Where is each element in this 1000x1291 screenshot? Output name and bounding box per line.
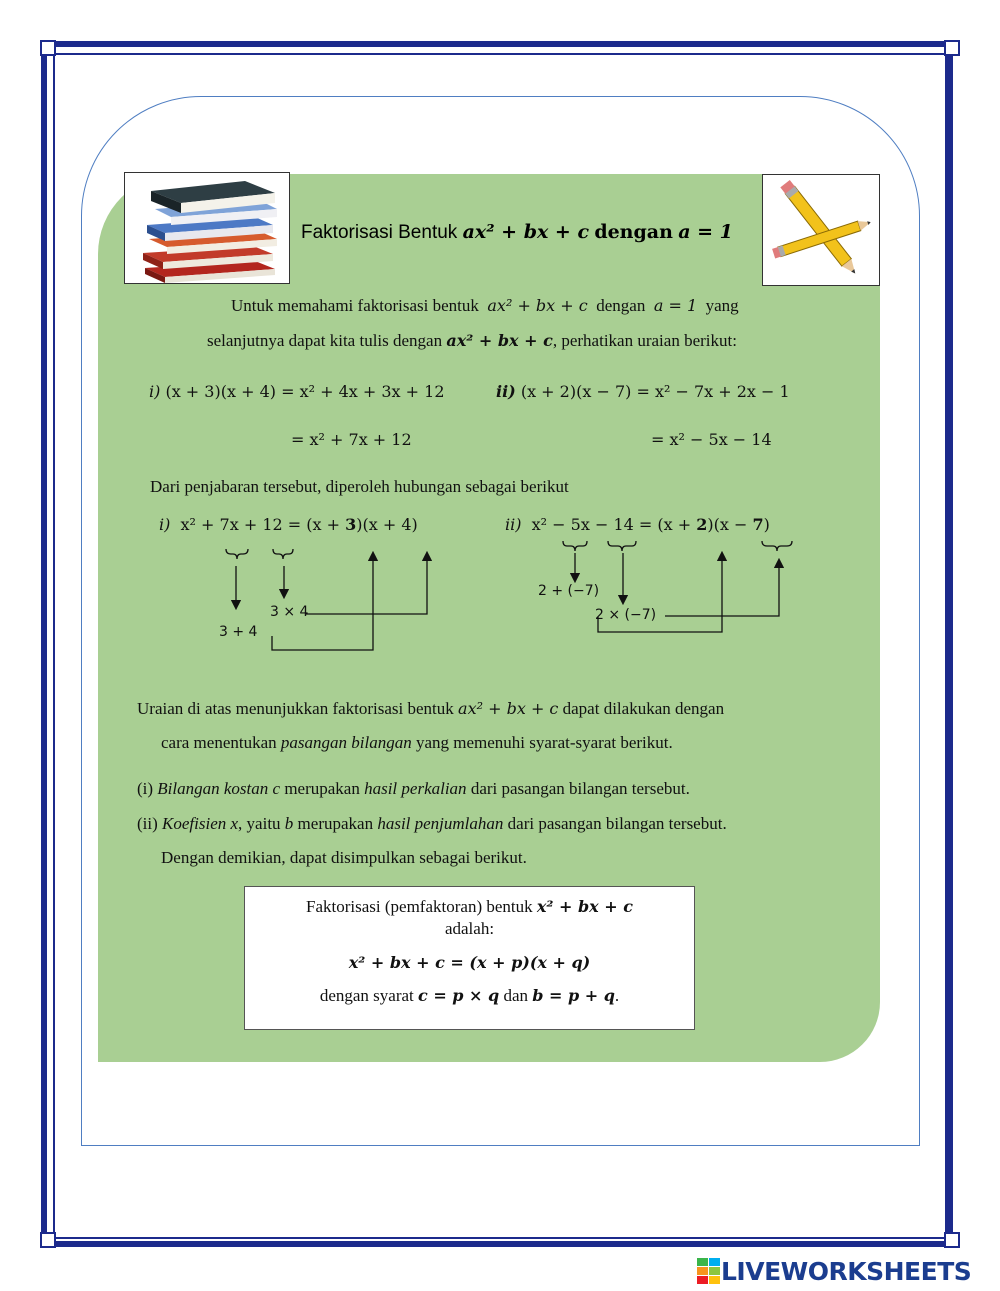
- result-formula: x² + bx + c = (x + p)(x + q): [348, 953, 591, 972]
- page-title: Faktorisasi Bentuk ax² + bx + c dengan a = 1: [301, 221, 733, 243]
- expansion-ii-line-2: = x² − 5x − 14: [651, 430, 772, 449]
- frame-corner-bottom-left: [40, 1232, 56, 1248]
- relation-ii-expr: ii) x² − 5x − 14 = (x + 2)(x − 7): [505, 515, 770, 534]
- result-box: [244, 886, 695, 1030]
- logo-blocks-icon: [697, 1258, 721, 1284]
- relation-i-expr: i) x² + 7x + 12 = (x + 3)(x + 4): [159, 515, 418, 534]
- logo-text: LIVEWORKSHEETS: [721, 1256, 972, 1286]
- relation-heading: Dari penjabaran tersebut, diperoleh hubungan sebagai berikut: [150, 477, 569, 496]
- intro-line-2: selanjutnya dapat kita tulis dengan ax² + bx + c, perhatikan uraian berikut:: [207, 331, 737, 350]
- condition-2: (ii) Koefisien x, yaitu b merupakan hasil penjumlahan dari pasangan bilangan tersebut.: [137, 814, 727, 833]
- relation-ii-product: 2 × (−7): [595, 607, 657, 623]
- expansion-ii-line-1: ii) (x + 2)(x − 7) = x² − 7x + 2x − 1: [496, 382, 790, 401]
- expansion-i-line-2: = x² + 7x + 12: [291, 430, 412, 449]
- result-condition: dengan syarat c = p × q dan b = p + q.: [319, 986, 620, 1005]
- intro-line-1: Untuk memahami faktorisasi bentuk ax² + bx + c dengan a = 1 yang: [231, 296, 739, 315]
- explanation-line-1: Uraian di atas menunjukkan faktorisasi bentuk ax² + bx + c dapat dilakukan dengan: [137, 699, 725, 718]
- relation-i-product: 3 × 4: [270, 604, 309, 620]
- explanation-line-2: cara menentukan pasangan bilangan yang memenuhi syarat-syarat berikut.: [161, 733, 673, 752]
- condition-1: (i) Bilangan kostan c merupakan hasil perkalian dari pasangan bilangan tersebut.: [137, 779, 690, 798]
- result-line-1: Faktorisasi (pemfaktoran) bentuk x² + bx + c: [306, 897, 633, 916]
- expansion-i-line-1: i) (x + 3)(x + 4) = x² + 4x + 3x + 12: [149, 382, 445, 401]
- conclusion-line: Dengan demikian, dapat disimpulkan sebagai berikut.: [161, 848, 527, 867]
- result-line-2: adalah:: [444, 919, 495, 938]
- liveworksheets-logo: [697, 1257, 971, 1285]
- relation-ii-sum: 2 + (−7): [538, 583, 600, 599]
- frame-corner-bottom-right: [944, 1232, 960, 1248]
- relation-i-sum: 3 + 4: [219, 624, 258, 640]
